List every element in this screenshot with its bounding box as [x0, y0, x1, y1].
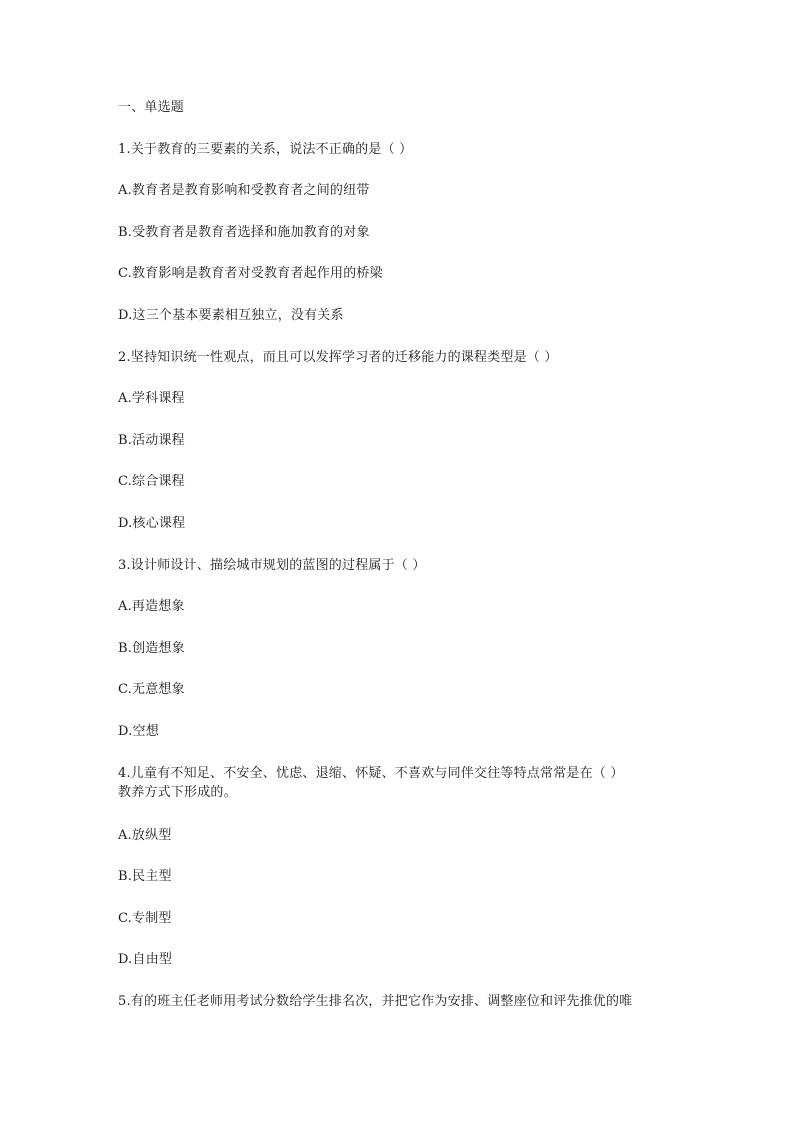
question-2-option-a: A.学科课程: [118, 391, 185, 406]
question-4-option-c: C.专制型: [118, 911, 172, 926]
question-2-option-c: C.综合课程: [118, 474, 185, 489]
question-1-option-b: B.受教育者是教育者选择和施加教育的对象: [118, 225, 370, 240]
question-2-option-b: B.活动课程: [118, 433, 185, 448]
question-3-option-a: A.再造想象: [118, 599, 185, 614]
question-3-option-d: D.空想: [118, 724, 159, 739]
question-3-option-b: B.创造想象: [118, 641, 185, 656]
question-4-stem-line-2: 教养方式下形成的。: [118, 785, 237, 800]
question-5-stem: 5.有的班主任老师用考试分数给学生排名次，并把它作为安排、调整座位和评先推优的唯: [118, 994, 633, 1009]
section-title: 一、单选题: [118, 100, 185, 115]
question-3-option-c: C.无意想象: [118, 682, 185, 697]
question-1-option-c: C.教育影响是教育者对受教育者起作用的桥梁: [118, 266, 383, 281]
question-4-stem-line-1: 4.儿童有不知足、不安全、忧虑、退缩、怀疑、不喜欢与同伴交往等特点常常是在（ ）: [118, 766, 624, 781]
question-1-option-a: A.教育者是教育影响和受教育者之间的纽带: [118, 183, 370, 198]
question-1-stem: 1.关于教育的三要素的关系，说法不正确的是（ ）: [118, 142, 413, 157]
question-4-option-a: A.放纵型: [118, 828, 172, 843]
question-2-stem: 2.坚持知识统一性观点，而且可以发挥学习者的迁移能力的课程类型是（ ）: [118, 350, 558, 365]
question-4-option-b: B.民主型: [118, 869, 172, 884]
question-4-option-d: D.自由型: [118, 952, 173, 967]
question-2-option-d: D.核心课程: [118, 516, 186, 531]
question-1-option-d: D.这三个基本要素相互独立，没有关系: [118, 308, 344, 323]
question-3-stem: 3.设计师设计、描绘城市规划的蓝图的过程属于（ ）: [118, 558, 426, 573]
